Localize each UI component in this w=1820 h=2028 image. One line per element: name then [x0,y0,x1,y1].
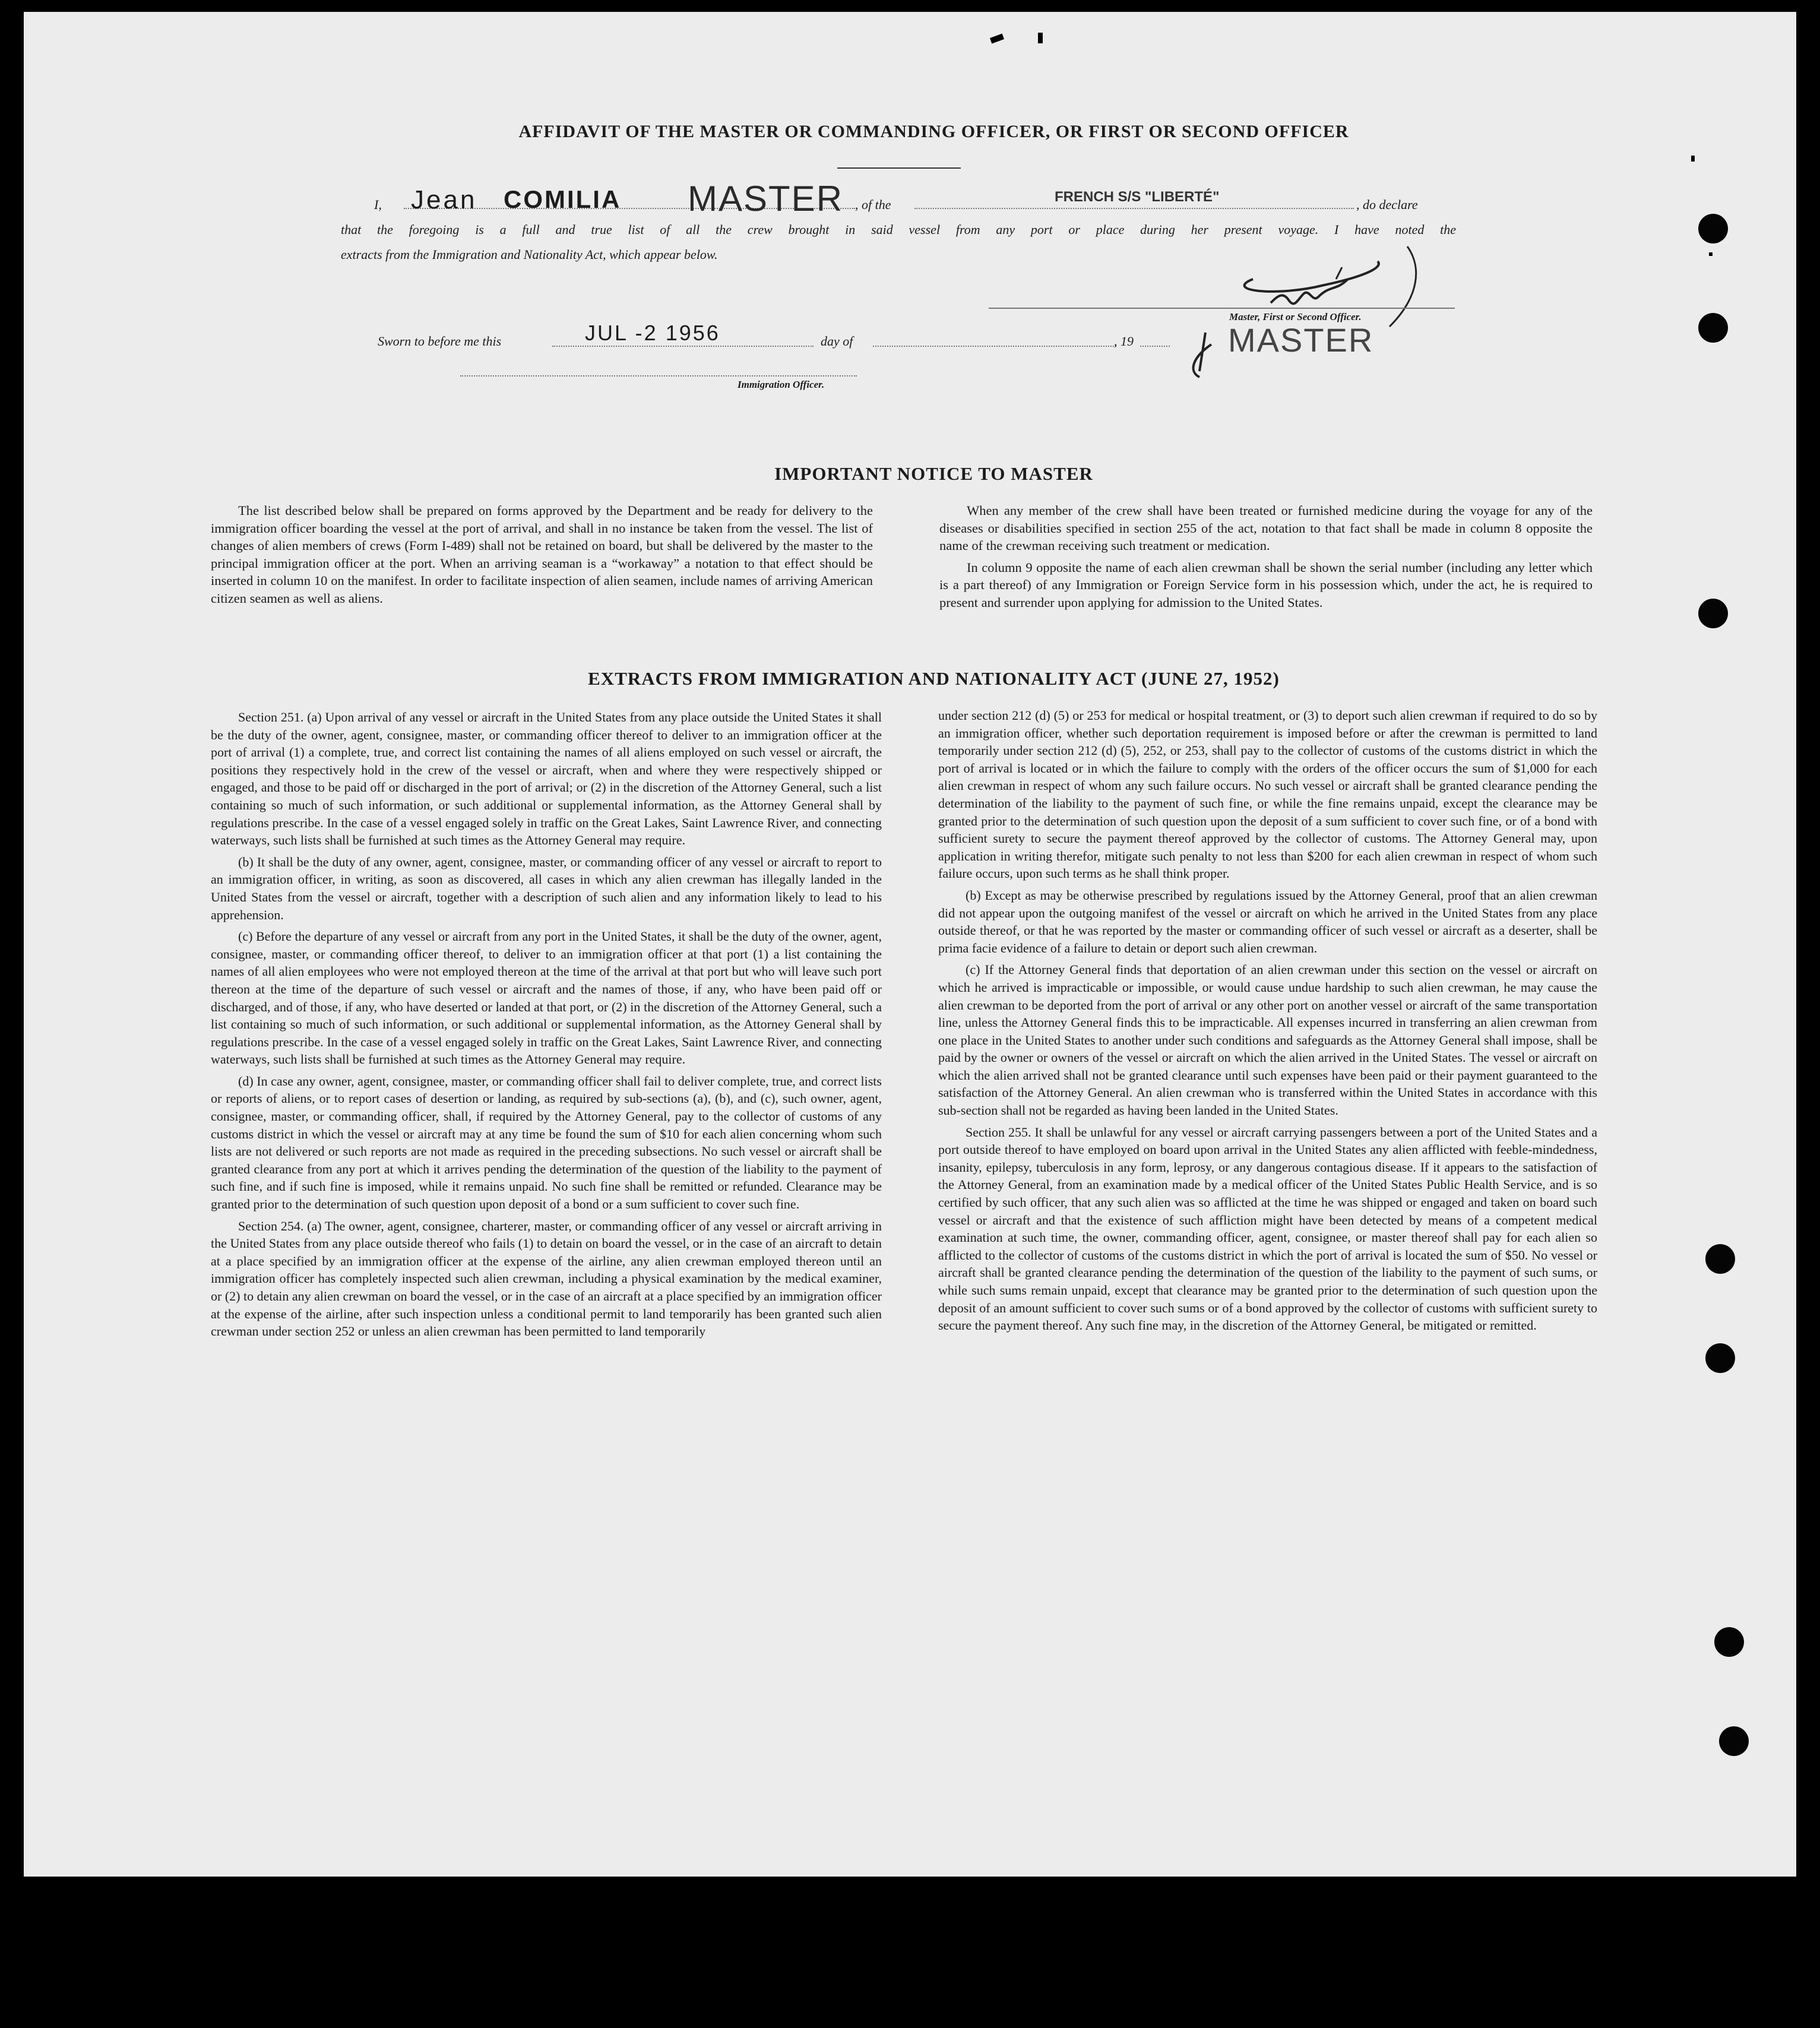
do-declare-label: , do declare [1356,197,1418,212]
section-251-b: (b) It shall be the duty of any owner, agent, consignee, master, or commanding officer of any vessel or aircraft to report to an immigration officer, in writing, as soon as discovered, all cases in which any alien crewman has illegally landed in the United States from the vessel or aircraft, together with a description of such alien and any information likely to lead to his apprehension. [211,854,882,922]
binder-hole [1719,1726,1749,1756]
notice-right-column [939,502,1593,616]
vessel-line [914,208,1354,209]
signer-label: Master, First or Second Officer. [1229,311,1362,322]
sworn-label: Sworn to before me this [378,334,502,349]
month-line [873,346,1116,347]
section-251-c: (c) Before the departure of any vessel or aircraft from any port in the United States, it shall be the duty of the owner, agent, consignee, master, or commanding officer thereof, to deliver to an immigration officer at that port (1) a list containing the names of all alien employees who were not employed thereon at the time of the arrival at that port but who will leave such port thereon at the time of the departure of such vessel or aircraft and the names of those, if any, who have been paid off or discharged, and of those, if any, who have deserted or landed at that port, or (2) in the discretion of the Attorney General, such a list containing so much of such information, or such additional or supplemental information, as the Attorney General shall by regulations prescribe. In the case of a vessel engaged solely in traffic on the Great Lakes, Saint Lawrence River, and connecting waterways, such lists shall be furnished at such times as the Attorney General may require. [211,929,882,1067]
declaration-line-3: extracts from the Immigration and Nationality Act, which appear below. [341,247,718,262]
binder-hole [1705,1343,1735,1373]
rank-stamp: MASTER [688,179,844,219]
section-254-a: Section 254. (a) The owner, agent, consignee, charterer, master, or commanding officer of any vessel or aircraft arriving in the United States from any place outside thereof who fails (1) to detain on board the vessel, or in the case of an aircraft to detain at a place specified by an immigration officer at the expense of the airline, any alien crewman employed thereon until an immigration officer has completely inspected such alien crewman, including a physical examination by the medical examiner, or (2) to detain any alien crewman on board the vessel, or in the case of an aircraft at a place specified by an immigration officer at the expense of the airline, after such inspection unless a conditional permit to land temporarily has been granted such alien crewman under section 252 or unless an alien crewman has been permitted to land temporarily [211,1218,882,1339]
year-label: , 19 [1114,334,1134,349]
binder-hole [1714,1627,1744,1657]
section-254-b: (b) Except as may be otherwise prescribed by regulations issued by the Attorney General, proof that an alien crewman did not appear upon the outgoing manifest of the vessel or aircraft on which he arrived in the United States from any place outside thereof, or that he was reported by the master or commanding officer of such vessel or aircraft as a deserter, shall be prima facie evidence of a failure to detain or deport such alien crewman. [938,887,1597,956]
binder-hole [1698,599,1728,628]
title-rule [837,167,961,169]
binder-hole [1698,313,1728,343]
binder-hole [1698,214,1728,243]
extracts-left-column [211,708,882,1344]
signature-line [989,308,1455,309]
immigration-officer-label: Immigration Officer. [738,379,825,390]
notice-right-paragraph-1: When any member of the crew shall have been treated or furnished medicine during the voyage for any of the diseases or disabilities specified in section 255 of the act, notation to that fact shall be made in column 8 opposite the name of the crewman receiving such treatment or medication. [939,503,1593,553]
of-the-label: , of the [855,197,891,212]
date-line [552,346,814,347]
day-of-label: day of [821,334,853,349]
master-first-name: Jean [411,185,477,214]
binder-hole [1705,1244,1735,1274]
notice-heading: IMPORTANT NOTICE TO MASTER [774,463,1093,484]
notice-right-paragraph-2: In column 9 opposite the name of each alien crewman shall be shown the serial number (including any letter which is a part thereof) of any Immigration or Foreign Service form in his possession which, under the act, he is required to present and surrender upon applying for admission to the United States. [939,559,1593,610]
scan-mark [1691,156,1695,162]
master-stamp: MASTER [1228,321,1374,359]
vessel-name: FRENCH S/S "LIBERTÉ" [1055,189,1220,205]
section-255: Section 255. It shall be unlawful for any vessel or aircraft carrying passengers between a port of the United States and a port outside thereof to have employed on board upon arrival in the United States any alien afflicted with feeble-mindedness, insanity, epilepsy, tuberculosis in any form, leprosy, or any dangerous contagious disease. If it appears to the satisfaction of the Attorney General, from an examination made by a medical officer of the United States Public Health Service, and is so certified by such officer, that any such alien was so afflicted at the time he was shipped or engaged and taken on board such vessel or aircraft and that the existence of such affliction might have been detected by means of a competent medical examination at such time, the owner, commanding officer, agent, consignee, or master thereof shall pay for each alien so afflicted to the collector of customs of the customs district in which the port of arrival is located the sum of $50. No vessel or aircraft shall be granted clearance pending the determination of the question of the liability to the payment of such sums, or while such sums remain unpaid, except that clearance may be granted prior to the determination of such question upon the deposit of an amount sufficient to cover such sums or of a bond approved by the collector of customs with sufficient surety to secure the payment thereof. Any such fine may, in the discretion of the Attorney General, be mitigated or remitted. [938,1124,1597,1333]
extracts-heading: EXTRACTS FROM IMMIGRATION AND NATIONALITY ACT (JUNE 27, 1952) [588,668,1280,689]
extracts-right-column [938,707,1597,1339]
sworn-date: JUL -2 1956 [585,321,720,345]
i-prefix: I, [374,197,382,212]
notice-left-paragraph: The list described below shall be prepared on forms approved by the Department and be ready for delivery to the immigration officer boarding the vessel at the port of arrival, and shall in no instance be taken from the vessel. The list of changes of alien members of crews (Form I-489) shall not be retained on board, but shall be delivered by the master to the principal immigration officer at the port. When an arriving seaman is a “workaway” a notation to that effect should be inserted in column 10 on the manifest. In order to facilitate inspection of alien seamen, include names of arriving American citizen seamen as well as aliens. [211,503,873,606]
section-251-d: (d) In case any owner, agent, consignee, master, or commanding officer shall fail to deliver complete, true, and correct lists or reports of aliens, or to report cases of desertion or landing, as required by sub-sections (a), (b), and (c), such owner, agent, consignee, master, or commanding officer, shall, if required by the Attorney General, pay to the collector of customs of any customs district in which the vessel or aircraft may at any time be found the sum of $10 for each alien concerning whom such lists are not delivered or such reports are not made as required in the preceding subsections. No such vessel or aircraft shall be granted clearance from any port at which it arrives pending the determination of the question of the liability to the payment of such fine, and if such fine is imposed, while it remains unpaid. No such fine shall be remitted or refunded. Clearance may be granted prior to the determination of such question upon deposit of a bond or a sum sufficient to cover such fine. [211,1073,882,1212]
notice-left-column [211,502,873,612]
year-line [1140,346,1170,347]
section-251-a: Section 251. (a) Upon arrival of any vessel or aircraft in the United States from any place outside the United States it shall be the duty of the owner, agent, consignee, master, or commanding officer thereof to deliver to an immigration officer at the port of arrival (1) a complete, true, and correct list containing the names of all aliens employed on such vessel or aircraft, the positions they respectively hold in the crew of the vessel or aircraft, when and where they were respectively shipped or engaged, and those to be paid off or discharged in the port of arrival; or (2) in the discretion of the Attorney General, such a list containing so much of such information, or such additional or supplemental information, as the Attorney General shall by regulations prescribe. In the case of a vessel engaged solely in traffic on the Great Lakes, Saint Lawrence River, and connecting waterways, such lists shall be furnished at such times as the Attorney General may require. [211,710,882,848]
section-254-c: (c) If the Attorney General finds that deportation of an alien crewman under this section on the vessel or aircraft on which he arrived is impracticable or impossible, or would cause undue hardship to such alien crewman, he may cause the alien crewman to be deported from the port of arrival or any other port on another vessel or aircraft of the same transportation line, unless the Attorney General finds this to be impracticable. All expenses incurred in transferring an alien crewman from one place in the United States to another under such conditions and safeguards as the Attorney General shall impose, shall be paid by the owner or owners of the vessel or aircraft on which the alien arrived in the United States. The vessel or aircraft on which the alien arrived shall not be granted clearance until such expenses have been paid or their payment guaranteed to the satisfaction of the Attorney General. An alien crewman who is transferred within the United States in accordance with this sub-section shall not be regarded as having been landed in the United States. [938,962,1597,1118]
master-last-name: COMILIA [504,185,622,213]
scan-mark [1709,252,1713,256]
officer-signature-line [460,375,857,377]
affidavit-title: AFFIDAVIT OF THE MASTER OR COMMANDING OFFICER, OR FIRST OR SECOND OFFICER [518,122,1349,141]
declaration-line-2: that the foregoing is a full and true list of all the crew brought in said vessel from any port or place during her present voyage. I have noted the [341,222,1456,237]
section-254-a-continued: under section 212 (d) (5) or 253 for medical or hospital treatment, or (3) to deport such alien crewman if required to do so by an immigration officer, whether such deportation requirement is imposed before or after the crewman is permitted to land temporarily under section 212 (d) (5), 252, or 253, shall pay to the collector of customs of the customs district in which the port of arrival is located or in which the failure to comply with the orders of the officer occurs the sum of $1,000 for each alien crewman in respect of whom any such failure occurs. No such vessel or aircraft shall be granted clearance pending the determination of the liability to the payment of such fine, or while the fine remains unpaid, except the clearance may be granted prior to the determination of such question upon the deposit of a sum sufficient to cover such fine, or of a bond with sufficient surety to secure the payment thereof approved by the collector of customs. The Attorney General may, upon application in writing therefor, mitigate such penalty to not less than $200 for each alien crewman in respect of whom such failure occurs, upon such terms as he shall think proper. [938,708,1597,881]
scan-mark [1038,33,1043,43]
